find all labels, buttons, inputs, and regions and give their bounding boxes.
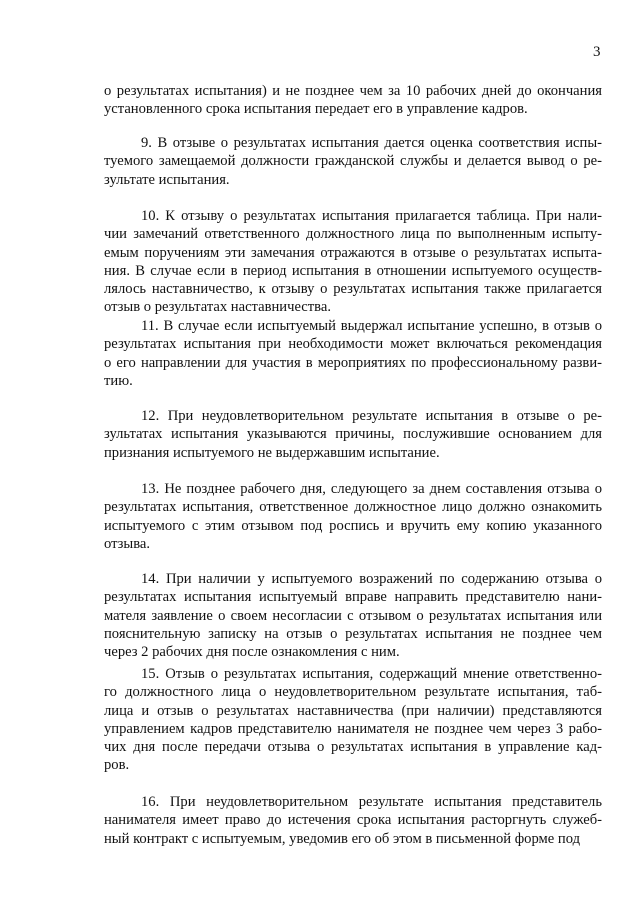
paragraph-line: 16. При неудовлетворительном результате испытания представитель xyxy=(141,794,602,810)
paragraph-line: пояснительную записку на отзыв о результатах испытания не позднее чем xyxy=(104,625,602,642)
paragraph-line: 15. Отзыв о результатах испытания, содержащий мнение ответственно- xyxy=(141,666,602,682)
paragraph-line: ный контракт с испытуемым, уведомив его об этом в письменной форме под xyxy=(104,830,581,847)
paragraph-line: признания испытуемого не выдержавшим испытание. xyxy=(104,444,440,461)
paragraph-line: о результатах испытания) и не позднее чем за 10 рабочих дней до окончания xyxy=(104,83,602,99)
paragraph-line: 13. Не позднее рабочего дня, следующего за днем составления отзыва о xyxy=(141,481,602,497)
paragraph-line: установленного срока испытания передает его в управление кадров. xyxy=(104,101,528,118)
paragraph-line: 11. В случае если испытуемый выдержал испытание успешно, в отзыв о xyxy=(141,318,602,334)
paragraph-line: управлением кадров представителю нанимателя не позднее чем через 3 рабо- xyxy=(104,720,602,737)
paragraph-line: результатах испытания испытуемый вправе направить представителю нани- xyxy=(104,589,602,606)
paragraph-line: о его направлении для участия в мероприятиях по профессиональному разви- xyxy=(104,354,602,371)
paragraph-line: мателя заявление о своем несогласии с отзывом о результатах испытания или xyxy=(104,607,602,624)
paragraph-line: емым поручениям эти замечания отражаются в отзыве о результатах испыта- xyxy=(104,244,602,261)
paragraph xyxy=(104,793,602,848)
paragraph-line: 10. К отзыву о результатах испытания прилагается таблица. При нали- xyxy=(141,208,602,224)
paragraph xyxy=(104,570,602,661)
paragraph-line: результатах испытания при необходимости может включаться рекомендация xyxy=(104,336,602,353)
paragraph xyxy=(104,82,602,119)
page-number: 3 xyxy=(593,44,601,60)
paragraph-line: нанимателя имеет право до истечения срока испытания расторгнуть служеб- xyxy=(104,812,602,829)
paragraph-line: ров. xyxy=(104,757,130,774)
paragraph xyxy=(104,207,602,317)
paragraph-line: отзыв о результатах наставничества. xyxy=(104,299,331,316)
paragraph xyxy=(104,665,602,775)
paragraph xyxy=(104,480,602,553)
paragraph-line: чих дня после передачи отзыва о результатах испытания в управление кад- xyxy=(104,739,602,756)
paragraph-line: через 2 рабочих дня после ознакомления с ним. xyxy=(104,644,400,661)
paragraph-line: тию. xyxy=(104,372,133,389)
paragraph-line: чии замечаний ответственного должностного лица по выполненным испыту- xyxy=(104,226,602,243)
paragraph-line: лялось наставничество, к отзыву о результатах испытания также прилагается xyxy=(104,281,602,298)
paragraph-line: ния. В случае если в период испытания в отношении испытуемого осуществ- xyxy=(104,262,602,279)
paragraph xyxy=(104,317,602,390)
paragraph-line: отзыва. xyxy=(104,535,151,552)
paragraph-line: результатах испытания, ответственное должностное лицо должно ознакомить xyxy=(104,499,602,516)
paragraph-line: лица и отзыв о результатах наставничества (при наличии) представляются xyxy=(104,702,602,719)
paragraph-line: испытуемого с этим отзывом под роспись и вручить ему копию указанного xyxy=(104,517,602,534)
paragraph-line: 9. В отзыве о результатах испытания дается оценка соответствия испы- xyxy=(141,135,602,151)
paragraph-line: зультатах испытания указываются причины, послужившие основанием для xyxy=(104,426,602,443)
paragraph xyxy=(104,407,602,462)
paragraph-line: 12. При неудовлетворительном результате испытания в отзыве о ре- xyxy=(141,408,602,424)
paragraph-line: зультате испытания. xyxy=(104,171,230,188)
paragraph-line: 14. При наличии у испытуемого возражений по содержанию отзыва о xyxy=(141,571,602,587)
paragraph-line: го должностного лица о неудовлетворительном результате испытания, таб- xyxy=(104,684,602,701)
paragraph-line: туемого замещаемой должности гражданской службы и делается вывод о ре- xyxy=(104,153,602,170)
paragraph xyxy=(104,134,602,189)
